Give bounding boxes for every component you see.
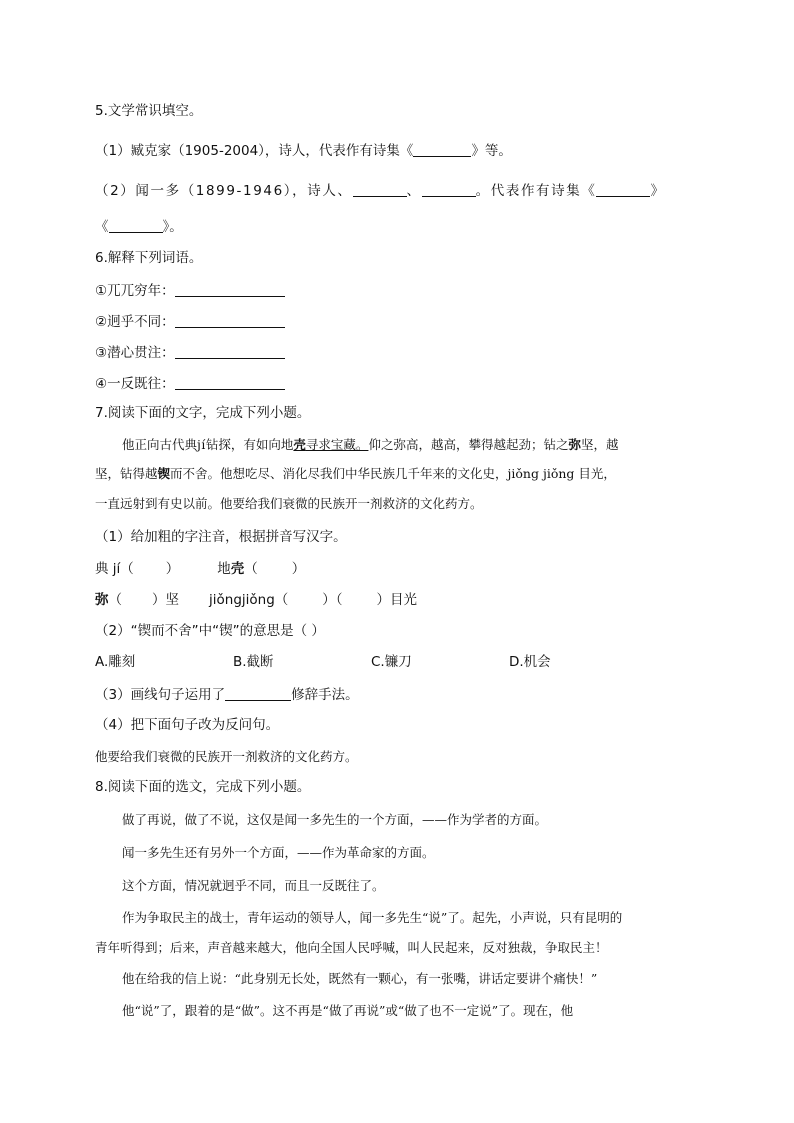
q8-title: 8.阅读下面的选文，完成下列小题。: [95, 779, 311, 795]
q8-para-1: 做了再说，做了不说，这仅是闻一多先生的一个方面，——作为学者的方面。: [122, 812, 548, 827]
row2-text: ）目光: [376, 592, 418, 608]
q6-item-2: [95, 315, 285, 330]
row2-text: ）（: [322, 592, 343, 608]
passage-bold-char: 壳: [293, 437, 306, 452]
q6-item-3: [95, 346, 285, 361]
passage-text: 坚，越: [580, 437, 619, 452]
q8-para-4-line-2: 青年听得到；后来，声音越来越大，他向全国人民呼喊，叫人民起来，反对独裁，争取民主！: [95, 940, 608, 955]
q6-item-label: ③潜心贯注：: [95, 345, 175, 361]
option-b[interactable]: B.截断: [233, 654, 274, 670]
q8-para-5: 他在给我的信上说：“此身别无长处，既然有一颗心，有一张嘴，讲话定要讲个痛快！”: [122, 971, 598, 986]
passage-underlined: 寻求宝藏。: [305, 437, 369, 452]
row1-text: 典 jí（: [95, 561, 134, 577]
q5-item2-close2: 》。: [162, 219, 183, 235]
q6-item-4: [95, 377, 285, 392]
option-c[interactable]: C.镰刀: [371, 654, 412, 670]
q6-blank-3[interactable]: [175, 346, 285, 359]
q5-item2-open2: 《: [95, 219, 109, 235]
passage-text: 仰之弥高，越高，攀得越起劲；钻之: [368, 437, 569, 452]
option-d[interactable]: D.机会: [509, 654, 551, 670]
q5-blank-5[interactable]: [109, 220, 163, 233]
q6-blank-2[interactable]: [175, 315, 285, 328]
option-a[interactable]: A.雕刻: [95, 654, 136, 670]
q6-blank-4[interactable]: [175, 377, 285, 390]
q7-sub3: [95, 688, 359, 703]
q6-blank-1[interactable]: [175, 284, 285, 297]
q7-passage-line-3: 一直远射到有史以前。他要给我们衰微的民族开一剂救济的文化药方。: [95, 496, 483, 511]
row2-bold-char: 弥: [95, 592, 109, 608]
q6-item-label: ②迥乎不同：: [95, 314, 175, 330]
passage-text: 坚，钻得越: [95, 466, 158, 481]
q5-item1: [95, 144, 512, 159]
q7-blank-rhetoric[interactable]: [225, 688, 291, 701]
q8-para-6: 他“说”了，跟着的是“做”。这不再是“做了再说”或“做了也不一定说”了。现在，他: [122, 1003, 574, 1018]
q5-item2: [95, 184, 666, 199]
q5-item2-text2: 。代表作有诗集《: [475, 183, 597, 199]
passage-bold-char: 锲: [157, 466, 171, 481]
passage-pinyin: jí: [197, 437, 206, 452]
q8-para-4-line-1: 作为争取民主的战士，青年运动的领导人，闻一多先生“说”了。起先，小声说，只有昆明的: [122, 910, 623, 925]
q5-title: 5.文学常识填空。: [95, 103, 203, 119]
row1-text: ）: [291, 561, 306, 577]
q5-item1-text: （1）臧克家（1905-2004），诗人，代表作有诗集《: [95, 143, 414, 159]
q7-row2: [95, 594, 417, 608]
q7-passage-line-1: [122, 439, 618, 452]
q7-options: [95, 656, 695, 672]
q5-blank-1[interactable]: [413, 144, 471, 157]
passage-text: 而不舍。他想吃尽、消化尽我们中华民族几千年来的文化史，jiǒng jiǒng 目光，: [170, 466, 616, 481]
row2-text: ）坚: [152, 592, 179, 608]
q6-item-label: ①兀兀穷年：: [95, 283, 175, 299]
passage-text: 他正向古代典: [122, 437, 198, 452]
q5-item2-sep: 、: [406, 183, 422, 199]
q5-blank-2[interactable]: [353, 184, 407, 197]
q7-sentence: 他要给我们衰微的民族开一剂救济的文化药方。: [95, 749, 358, 764]
q5-blank-4[interactable]: [596, 184, 650, 197]
q7-sub1: （1）给加粗的字注音，根据拼音写汉字。: [95, 529, 347, 545]
row1-text: 地: [217, 561, 231, 577]
q5-item2-text: （2）闻一多（1899-1946），诗人、: [95, 183, 353, 199]
q5-blank-3[interactable]: [422, 184, 476, 197]
q5-item2-close: 》: [650, 183, 666, 199]
q7-sub4: （4）把下面句子改为反问句。: [95, 717, 280, 733]
q6-item-label: ④一反既往：: [95, 376, 175, 392]
q8-para-2: 闻一多先生还有另外一个方面，——作为革命家的方面。: [122, 845, 435, 860]
q6-title: 6.解释下列词语。: [95, 250, 203, 266]
row2-text: （: [108, 592, 122, 608]
q7-title: 7.阅读下面的文字，完成下列小题。: [95, 405, 311, 421]
sub3-text: 修辞手法。: [291, 687, 359, 703]
row1-text: （: [244, 561, 258, 577]
q7-sub2: （2）“锲而不舍”中“锲”的意思是（ ）: [95, 623, 325, 639]
row2-text: jiǒngjiǒng（: [209, 592, 289, 608]
q6-item-1: [95, 284, 285, 299]
row1-text: ）: [165, 561, 180, 577]
passage-text: 钻探，有如向地: [205, 437, 294, 452]
sub3-text: （3）画线句子运用了: [95, 687, 226, 703]
q8-para-3: 这个方面，情况就迥乎不同，而且一反既往了。: [122, 878, 385, 893]
q5-item1-end: 》等。: [471, 143, 512, 159]
passage-bold-char: 弥: [568, 437, 581, 452]
q7-row1: [95, 563, 355, 577]
row1-bold-char: 壳: [230, 561, 245, 577]
q7-passage-line-2: [95, 468, 616, 481]
q5-item2-cont: [95, 220, 183, 235]
